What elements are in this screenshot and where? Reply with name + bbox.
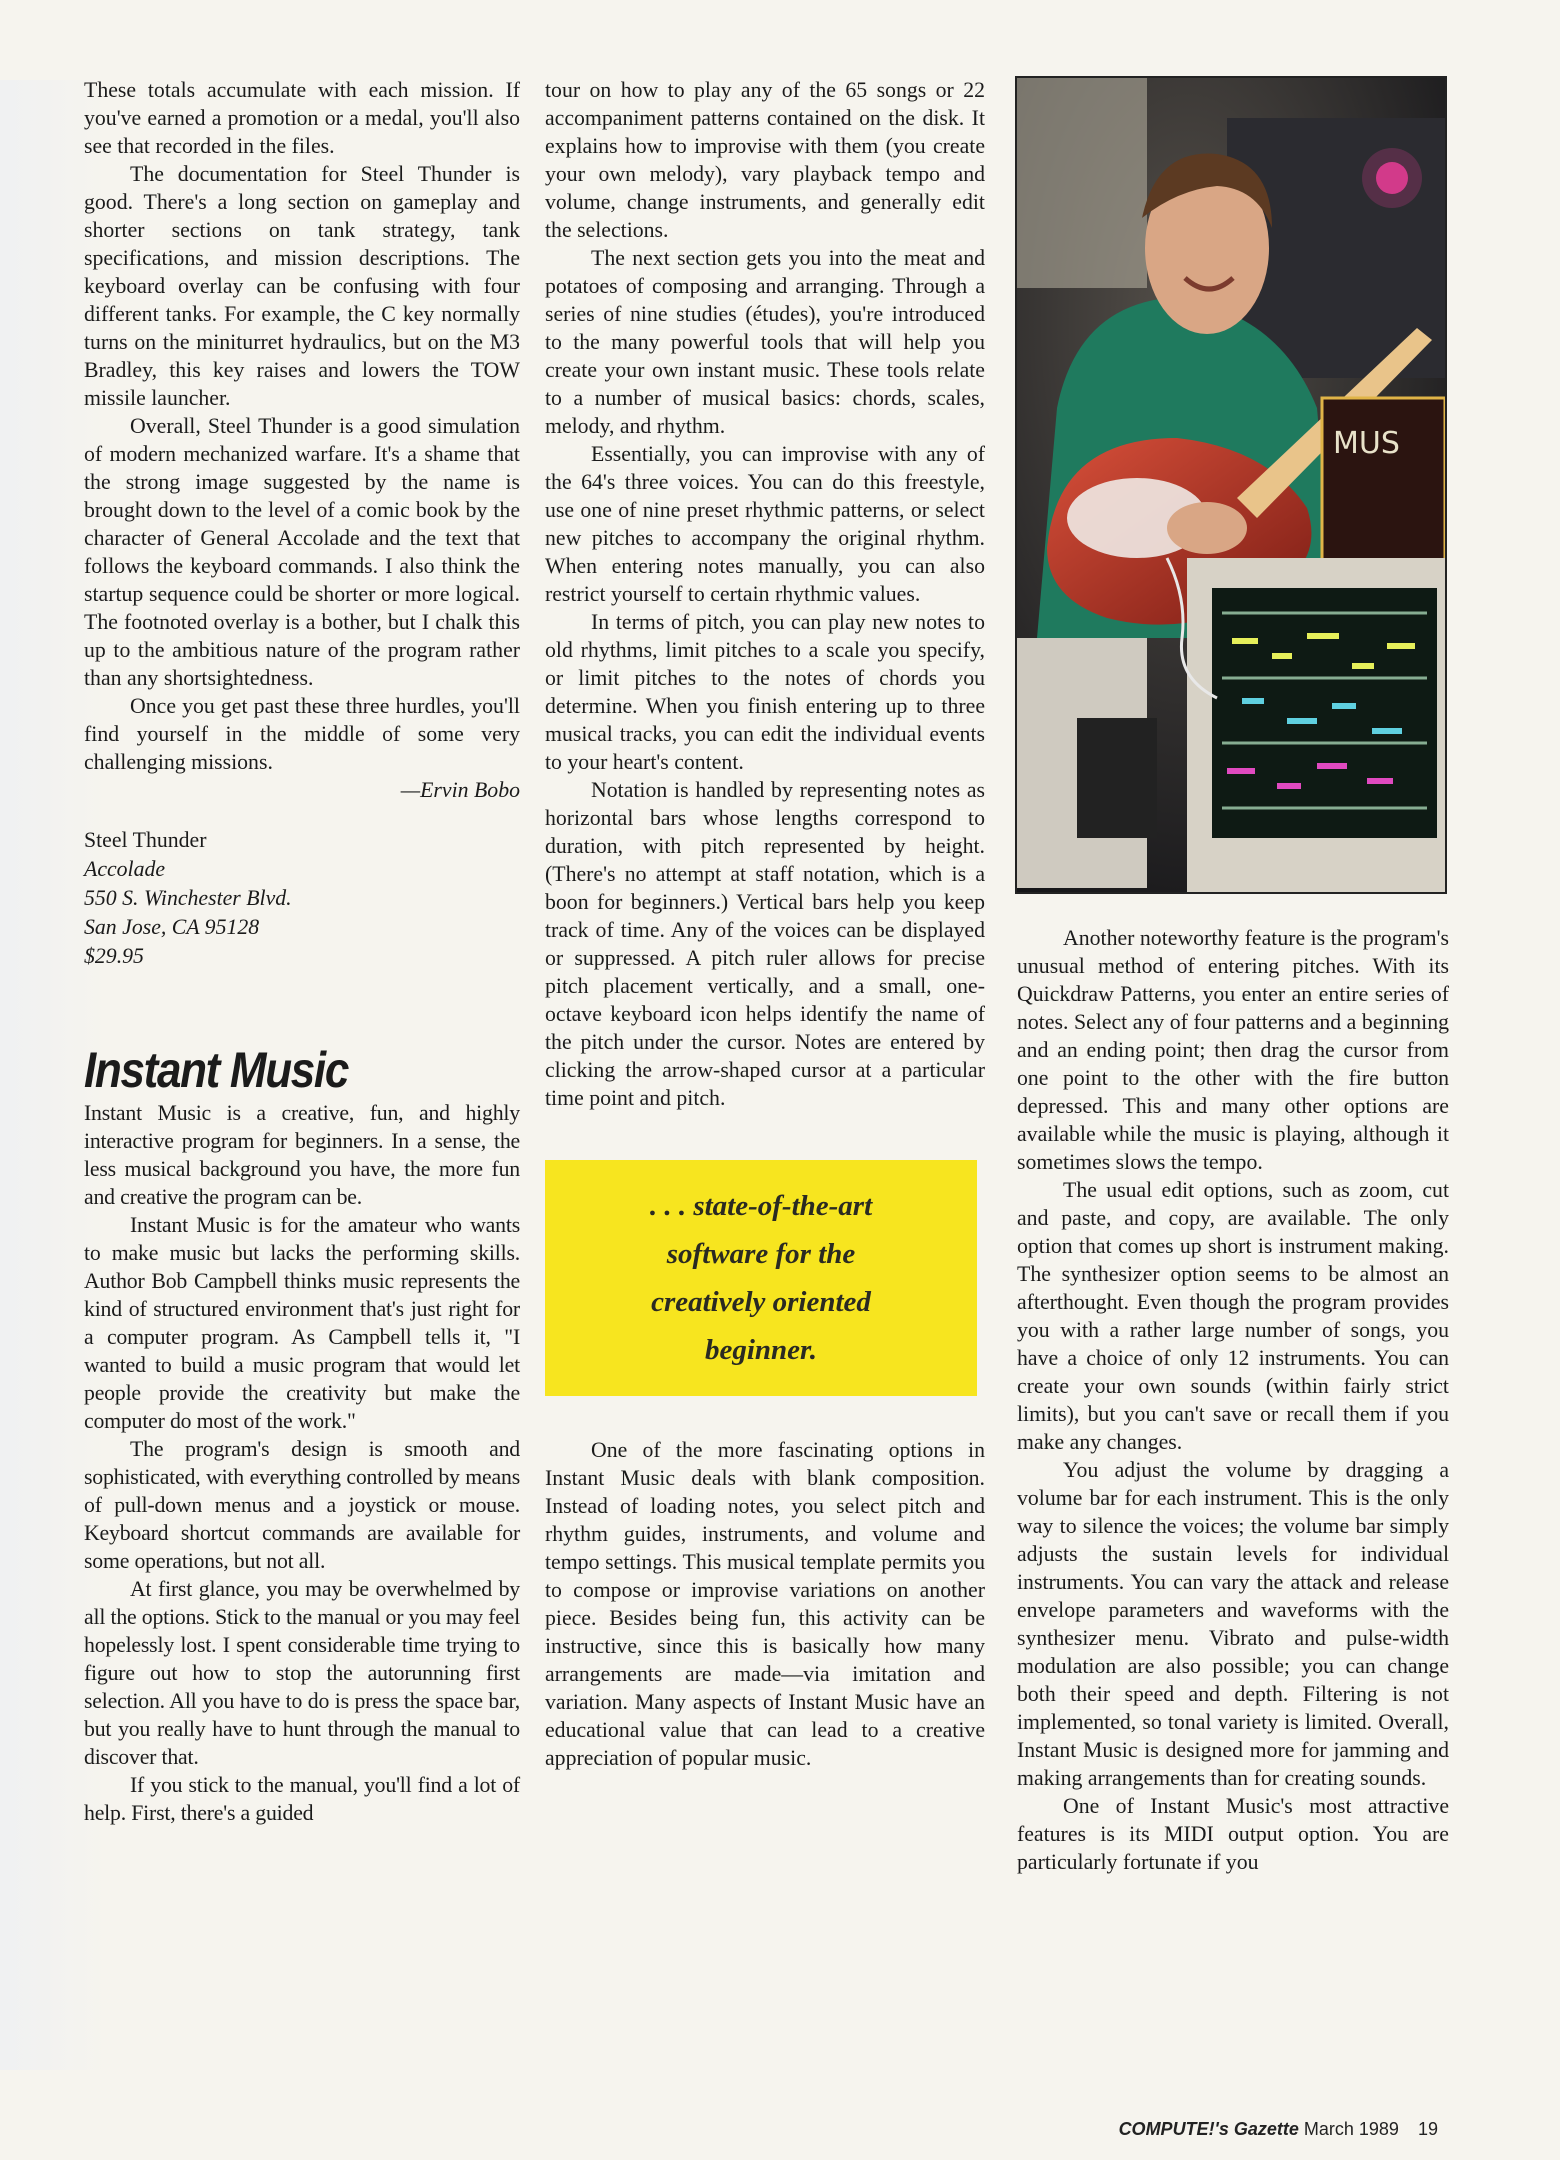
paragraph: The next section gets you into the meat and potatoes of composing and arranging. Through a series of nine studies (études), you're introduced to the many powerful tools that will help you create your own instant music. These tools relate to a number of musical basics: chords, scales, melody, and rhythm. bbox=[545, 246, 985, 438]
publisher: Accolade bbox=[84, 857, 166, 881]
pull-quote-text: . . . state-of-the-art software for the creatively oriented beginner. bbox=[649, 1190, 873, 1366]
paragraph: Essentially, you can improvise with any of the 64's three voices. You can do this freestyle, use one of nine preset rhythmic patterns, or select new pitches to accompany the original rhythm. When entering notes manually, you can also restrict yourself to certain rhythmic values. bbox=[545, 442, 985, 606]
paragraph: These totals accumulate with each mission. If you've earned a promotion or a medal, you'll also see that recorded in the files. bbox=[84, 78, 520, 158]
paragraph: Once you get past these three hurdles, you'll find yourself in the middle of some very challenging missions. bbox=[84, 694, 520, 774]
paragraph: The usual edit options, such as zoom, cut and paste, and copy, are available. The only option that comes up short is instrument making. The synthesizer option seems to be almost an afterthought. Even though the program provides you with a rather large number of songs, you have a choice of only 12 instruments. You can create your own sounds (within fairly strict limits), but you can't save or recall them if you make any changes. bbox=[1017, 1178, 1449, 1454]
paragraph: If you stick to the manual, you'll find a lot of help. First, there's a guided bbox=[84, 1773, 520, 1825]
article-photo bbox=[1015, 76, 1447, 894]
price: $29.95 bbox=[84, 944, 144, 968]
photo-illustration bbox=[1017, 78, 1445, 892]
product-title: Steel Thunder bbox=[84, 828, 207, 852]
paragraph: The documentation for Steel Thunder is good. There's a long section on gameplay and shorter sections on tank strategy, tank specifications, and mission descriptions. The keyboard overlay can be confusing with four different tanks. For example, the C key normally turns on the miniturret hydraulics, but on the M3 Bradley, this key raises and lowers the TOW missile launcher. bbox=[84, 162, 520, 410]
paragraph: You adjust the volume by dragging a volume bar for each instrument. This is the only way to silence the voices; the volume bar simply adjusts the sustain levels for individual instruments. You can vary the attack and release envelope parameters and waveforms with the synthesizer menu. Vibrato and pulse-width modulation are also possible; you can change both their speed and depth. Filtering is not implemented, so tonal variety is limited. Overall, Instant Music is designed more for jamming and making arrangements than for creating sounds. bbox=[1017, 1458, 1449, 1790]
paragraph: Instant Music is for the amateur who wants to make music but lacks the performing skills. Author Bob Campbell thinks music represents the kind of structured environment that's just right for a computer program. As Campbell tells it, "I wanted to build a music program that would let people provide the creativity but make the computer do most of the work." bbox=[84, 1213, 520, 1433]
paragraph: The program's design is smooth and sophisticated, with everything controlled by means of pull-down menus and a joystick or mouse. Keyboard shortcut commands are available for some operations, but not all. bbox=[84, 1437, 520, 1573]
paragraph: In terms of pitch, you can play new notes to old rhythms, limit pitches to a scale you specify, or limit pitches to the notes of chords you determine. When you finish entering up to three musical tracks, you can edit the individual events to your heart's content. bbox=[545, 610, 985, 774]
page-number: 19 bbox=[1417, 2119, 1438, 2139]
paragraph: Another noteworthy feature is the program's unusual method of entering pitches. With its Quickdraw Patterns, you enter an entire series of notes. Select any of four patterns and a beginning and an ending point; then drag the cursor from one point to the other with the fire button depressed. This and many other options are available while the music is playing, although it sometimes slows the tempo. bbox=[1017, 926, 1449, 1174]
paragraph: Overall, Steel Thunder is a good simulation of modern mechanized warfare. It's a shame that the strong image suggested by the name is brought down to the level of a comic book by the character of General Accolade and the text that follows the keyboard commands. I also think the startup sequence could be shorter or more logical. The footnoted overlay is a bother, but I chalk this up to the ambitious nature of the program rather than any shortsightedness. bbox=[84, 414, 520, 690]
column-middle bbox=[545, 76, 985, 1772]
paragraph: tour on how to play any of the 65 songs or 22 accompaniment patterns contained on the disk. It explains how to improvise with them (you create your own melody), vary playback tempo and volume, change instruments, and generally edit the selections. bbox=[545, 78, 985, 242]
software-box-label: MUS bbox=[1333, 426, 1400, 461]
address-city: San Jose, CA 95128 bbox=[84, 915, 260, 939]
address-street: 550 S. Winchester Blvd. bbox=[84, 886, 292, 910]
paragraph: One of the more fascinating options in Instant Music deals with blank composition. Instead of loading notes, you select pitch and rhythm guides, instruments, and volume and tempo settings. This musical template permits you to compose or improvise variations on another piece. Besides being fun, this activity can be instructive, since this is basically how many arrangements are made—via imitation and variation. Many aspects of Instant Music have an educational value that can lead to a creative appreciation of popular music. bbox=[545, 1438, 985, 1770]
paragraph: Notation is handled by representing notes as horizontal bars whose lengths correspond to duration, with pitch represented by height. (There's no attempt at staff notation, which is a boon for beginners.) Vertical bars help you keep track of time. Any of the voices can be displayed or suppressed. A pitch ruler allows for precise pitch placement vertically, and a small, one-octave keyboard icon helps identify the name of the pitch under the cursor. Notes are entered by clicking the arrow-shaped cursor at a particular time point and pitch. bbox=[545, 778, 985, 1110]
column-left bbox=[84, 76, 520, 1827]
article-heading: Instant Music bbox=[84, 1042, 348, 1098]
page-footer bbox=[1119, 2119, 1438, 2140]
product-info bbox=[84, 826, 520, 971]
paragraph: At first glance, you may be overwhelmed by all the options. Stick to the manual or you may feel hopelessly lost. I spent considerable time trying to figure out how to stop the autorunning first selection. All you have to do is press the space bar, but you really have to hunt through the manual to discover that. bbox=[84, 1577, 520, 1769]
pull-quote-box bbox=[545, 1160, 977, 1396]
issue-date: March 1989 bbox=[1303, 2119, 1399, 2139]
column-right bbox=[1017, 924, 1449, 1876]
paragraph: One of Instant Music's most attractive features is its MIDI output option. You are particularly fortunate if you bbox=[1017, 1794, 1449, 1874]
publication-name: COMPUTE!'s Gazette bbox=[1118, 2119, 1299, 2139]
review-signature: —Ervin Bobo bbox=[400, 778, 520, 802]
paragraph: Instant Music is a creative, fun, and highly interactive program for beginners. In a sense, the less musical background you have, the more fun and creative the program can be. bbox=[84, 1101, 520, 1209]
